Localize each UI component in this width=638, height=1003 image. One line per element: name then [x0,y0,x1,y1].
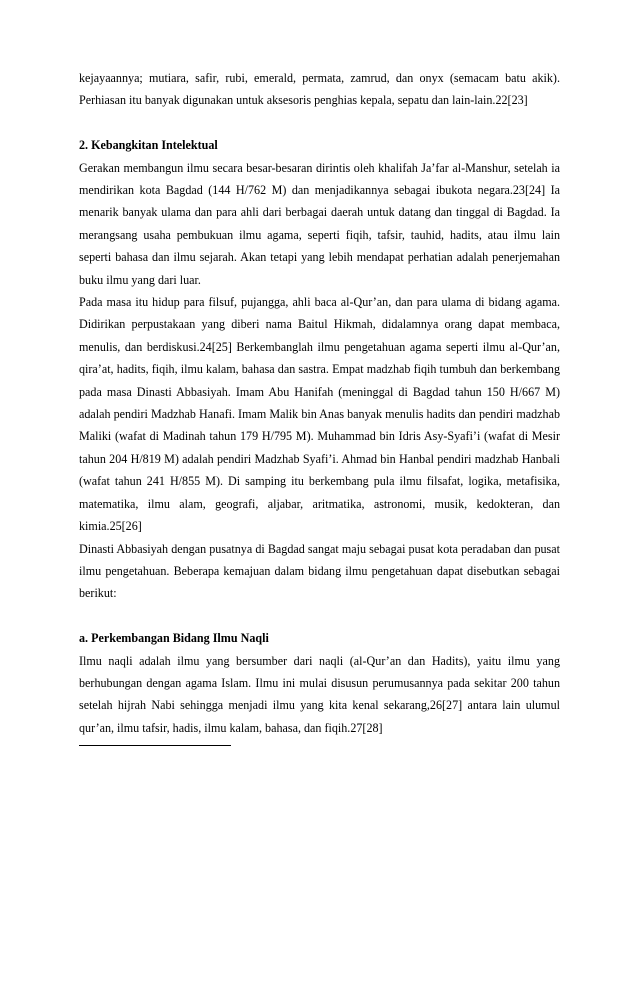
intro-paragraph: kejayaannya; mutiara, safir, rubi, emerald, permata, zamrud, dan onyx (semacam batu akik). Perhiasan itu banyak digunakan untuk aksesoris penghias kepala, sepatu dan lain-lain.22[23] [79,71,560,108]
spacer [79,112,560,134]
spacer [79,605,560,627]
document-page [79,67,560,746]
paragraph-ilmu-naqli: Ilmu naqli adalah ilmu yang bersumber dari naqli (al-Qur’an dan Hadits), yaitu ilmu yang berhubungan dengan agama Islam. Ilmu ini mulai disusun perumusannya pada sekitar 200 tahun setelah hijrah Nabi sehingga menjadi ilmu yang kita kenal sekarang,26[27] antara lain ulumul qur’an, ilmu tafsir, hadis, ilmu kalam, bahasa, dan fiqih.27[28] [79,653,560,735]
footnote-separator [79,745,231,746]
paragraph-pada-masa-itu: Pada masa itu hidup para filsuf, pujangga, ahli baca al-Qur’an, dan para ulama di bidang agama. Didirikan perpustakaan yang diberi nama Baitul Hikmah, didalamnya orang dapat membaca, menulis, dan berdiskusi.24[25] Berkembanglah ilmu pengetahuan agama seperti ilmu al-Qur’an, qira’at, hadits, fiqih, ilmu kalam, bahasa dan sastra. Empat madzhab fiqih tumbuh dan berkembang pada masa Dinasti Abbasiyah. Imam Abu Hanifah (meninggal di Bagdad tahun 150 H/667 M) adalah pendiri Madzhab Hanafi. Imam Malik bin Anas banyak menulis hadits dan pendiri madzhab Maliki (wafat di Madinah tahun 179 H/795 M). Muhammad bin Idris Asy-Syafi’i (wafat di Mesir tahun 204 H/819 M) adalah pendiri Madzhab Syafi’i. Ahmad bin Hanbal pendiri madzhab Hanbali (wafat tahun 241 H/855 M). Di samping itu berkembang pula ilmu filsafat, logika, metafisika, matematika, ilmu alam, geografi, aljabar, aritmatika, astronomi, musik, kedokteran, dan kimia.25[26] [79,295,560,534]
paragraph-gerakan-membangun-ilmu: Gerakan membangun ilmu secara besar-besaran dirintis oleh khalifah Ja’far al-Manshur, setelah ia mendirikan kota Bagdad (144 H/762 M) dan menjadikannya sebagai ibukota negara.23[24] Ia menarik banyak ulama dan para ahli dari berbagai daerah untuk datang dan tinggal di Bagdad. Ia merangsang usaha pembukuan ilmu agama, seperti fiqih, tafsir, tauhid, hadits, atau ilmu lain seperti bahasa dan ilmu sejarah. Akan tetapi yang lebih mendapat perhatian adalah penerjemahan buku ilmu yang dari luar. [79,160,560,287]
section-heading-ilmu-naqli: a. Perkembangan Bidang Ilmu Naqli [79,631,269,646]
paragraph-dinasti-abbasiyah: Dinasti Abbasiyah dengan pusatnya di Bagdad sangat maju sebagai pusat kota peradaban dan pusat ilmu pengetahuan. Beberapa kemajuan dalam bidang ilmu pengetahuan dapat disebutkan sebagai berikut: [79,541,560,601]
section-heading-kebangkitan-intelektual: 2. Kebangkitan Intelektual [79,138,218,153]
